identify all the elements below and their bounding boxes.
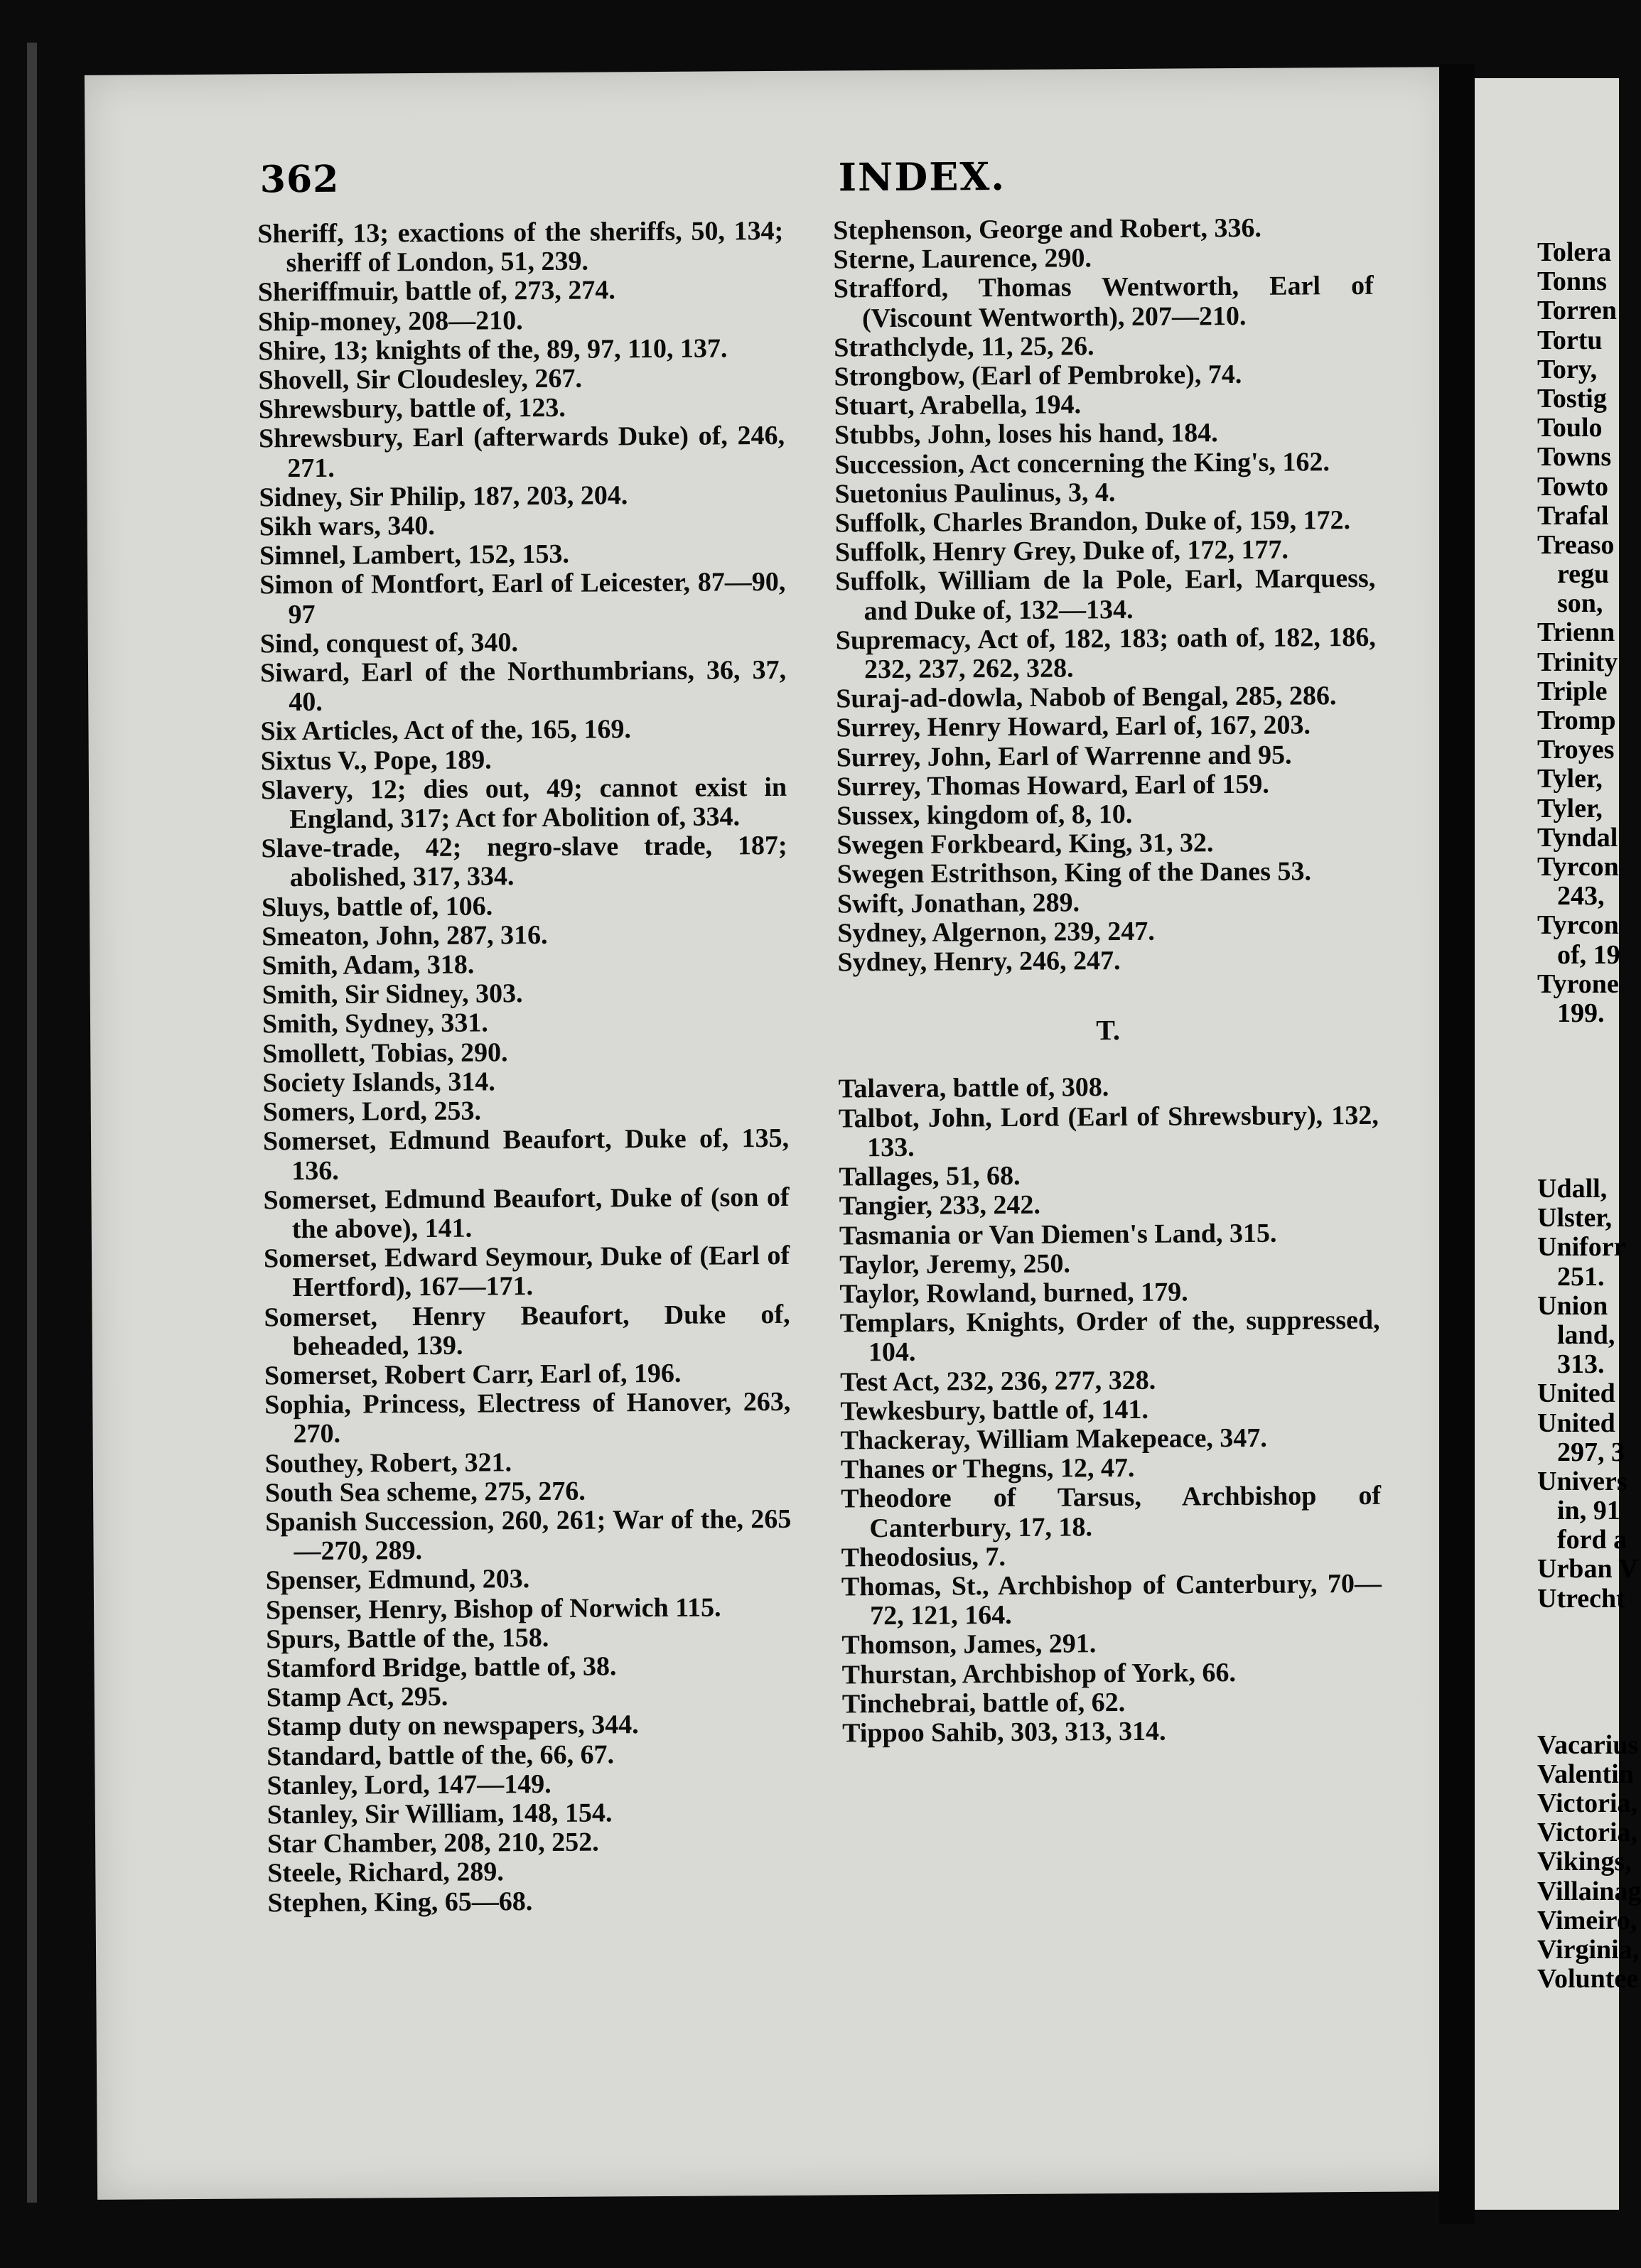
index-entry: Suffolk, Charles Brandon, Duke of, 159, 172. bbox=[834, 505, 1351, 539]
index-entry: Supremacy, Act of, 182, 183; oath of, 182, 186, 232, 237, 262, 328. bbox=[835, 622, 1376, 685]
index-entry: Spurs, Battle of the, 158. bbox=[266, 1622, 549, 1655]
index-entry: Spenser, Henry, Bishop of Norwich 115. bbox=[265, 1592, 721, 1625]
facing-page-fragment bbox=[1537, 1614, 1641, 1643]
index-entry: Steele, Richard, 289. bbox=[267, 1857, 504, 1889]
facing-page-fragment: Triple bbox=[1537, 676, 1608, 706]
index-entry: Thurstan, Archbishop of York, 66. bbox=[841, 1657, 1237, 1690]
facing-page-fragment: Tyndal bbox=[1537, 822, 1618, 853]
index-entry: Stanley, Sir William, 148, 154. bbox=[267, 1798, 613, 1830]
facing-page-fragment: Tory, bbox=[1537, 354, 1598, 384]
facing-page-fragment: Tostig bbox=[1537, 383, 1607, 414]
facing-page-fragment: Urban V bbox=[1537, 1554, 1638, 1584]
index-entry: Siward, Earl of the Northumbrians, 36, 37, 40. bbox=[259, 654, 787, 718]
facing-page-fragment bbox=[1537, 1672, 1641, 1701]
facing-page-fragment bbox=[1537, 1086, 1641, 1116]
facing-page-fragment bbox=[1537, 1116, 1641, 1145]
facing-page-fragment: Udall, bbox=[1537, 1174, 1608, 1204]
index-entry: Swift, Jonathan, 289. bbox=[836, 887, 1080, 919]
index-entry: Sydney, Henry, 246, 247. bbox=[837, 946, 1121, 978]
index-entry: Somerset, Henry Beaufort, Duke of, beheaded, 139. bbox=[264, 1299, 790, 1361]
index-entry: Star Chamber, 208, 210, 252. bbox=[267, 1827, 599, 1859]
index-entry: Slave-trade, 42; negro-slave trade, 187; abolished, 317, 334. bbox=[261, 831, 787, 893]
index-entry: Smith, Adam, 318. bbox=[262, 949, 475, 981]
facing-page-fragment: Victoria, bbox=[1537, 1788, 1638, 1818]
index-entry: Stamp duty on newspapers, 344. bbox=[266, 1710, 639, 1742]
facing-page-fragment: Towto bbox=[1537, 471, 1608, 502]
facing-page-fragment: Victoria, bbox=[1537, 1818, 1638, 1848]
facing-page-fragment: Ulster, bbox=[1537, 1203, 1613, 1233]
index-entry: Sind, conquest of, 340. bbox=[259, 627, 519, 659]
facing-page-fragment: Tyrcon bbox=[1537, 851, 1619, 882]
index-entry: Sophia, Princess, Electress of Hanover, 263, 270. bbox=[264, 1386, 791, 1449]
index-entry: Taylor, Rowland, burned, 179. bbox=[839, 1277, 1188, 1310]
index-entry: Swegen Estrithson, King of the Danes 53. bbox=[836, 856, 1312, 890]
facing-page-fragment: Tyrone bbox=[1537, 968, 1619, 999]
index-entry: Society Islands, 314. bbox=[262, 1066, 495, 1098]
facing-page-fragment: Treaso bbox=[1537, 529, 1615, 560]
facing-page-fragment: Tromp bbox=[1537, 706, 1616, 735]
index-entry: Shovell, Sir Cloudesley, 267. bbox=[258, 363, 583, 396]
index-entry: Somers, Lord, 253. bbox=[262, 1096, 482, 1128]
facing-page-fragment bbox=[1537, 1643, 1641, 1672]
facing-page-fragment bbox=[1537, 1145, 1641, 1174]
index-entry: Somerset, Edmund Beaufort, Duke of (son of the above), 141. bbox=[263, 1182, 790, 1245]
index-entry: Smollett, Tobias, 290. bbox=[262, 1037, 508, 1069]
index-entry: Sydney, Algernon, 239, 247. bbox=[837, 916, 1155, 949]
index-entry: Theodosius, 7. bbox=[841, 1541, 1006, 1573]
entries-s bbox=[833, 213, 1378, 978]
index-entry: Surrey, John, Earl of Warrenne and 95. bbox=[836, 740, 1292, 773]
index-entry: Simon of Montfort, Earl of Leicester, 87—90, 97 bbox=[259, 567, 786, 630]
index-entry: Tippoo Sahib, 303, 313, 314. bbox=[842, 1716, 1166, 1749]
facing-page-fragment: Uniforr bbox=[1537, 1232, 1626, 1263]
index-entry: Theodore of Tarsus, Archbishop of Canterbury, 17, 18. bbox=[841, 1481, 1382, 1543]
index-entry: Thanes or Thegns, 12, 47. bbox=[840, 1453, 1135, 1485]
facing-page-fragment: Union bbox=[1537, 1290, 1608, 1321]
index-entry: Stamp Act, 295. bbox=[266, 1681, 448, 1713]
facing-page-fragment: Tyrcon bbox=[1537, 910, 1619, 941]
index-entry: Shrewsbury, Earl (afterwards Duke) of, 246, 271. bbox=[258, 421, 785, 483]
left-book-edge bbox=[27, 43, 37, 2203]
index-entry: Tangier, 233, 242. bbox=[839, 1190, 1041, 1221]
facing-page-fragment bbox=[1537, 1057, 1641, 1086]
facing-page-fragment: of, 19 bbox=[1557, 939, 1620, 970]
index-entry: Swegen Forkbeard, King, 31, 32. bbox=[836, 828, 1214, 860]
index-entry: Sheriff, 13; exactions of the sheriffs, 50, 134; sheriff of London, 51, 239. bbox=[257, 215, 784, 279]
book-gutter bbox=[1439, 64, 1475, 2224]
facing-page-fragment: Toulo bbox=[1537, 413, 1603, 443]
facing-page-fragment: 199. bbox=[1557, 998, 1605, 1028]
facing-page-fragment: son, bbox=[1557, 588, 1603, 619]
index-entry: Sterne, Laurence, 290. bbox=[833, 243, 1092, 275]
index-entry: Tasmania or Van Diemen's Land, 315. bbox=[839, 1218, 1277, 1251]
index-entry: Sussex, kingdom of, 8, 10. bbox=[836, 799, 1133, 831]
facing-page-fragment: ford a bbox=[1557, 1525, 1627, 1555]
facing-page-fragment: 313. bbox=[1557, 1349, 1605, 1380]
index-entry: Tinchebrai, battle of, 62. bbox=[841, 1687, 1126, 1719]
index-entry: Succession, Act concerning the King's, 162. bbox=[834, 446, 1330, 480]
index-entry: Shrewsbury, battle of, 123. bbox=[258, 392, 566, 425]
facing-page-fragment: Virginia, bbox=[1537, 1934, 1640, 1965]
index-entry: Smeaton, John, 287, 316. bbox=[262, 919, 548, 952]
index-entry: Talbot, John, Lord (Earl of Shrewsbury), 132, 133. bbox=[838, 1100, 1379, 1163]
running-head: INDEX. bbox=[838, 153, 1006, 200]
index-entry: Surrey, Thomas Howard, Earl of 159. bbox=[836, 769, 1269, 802]
index-entry: Talavera, battle of, 308. bbox=[838, 1072, 1109, 1104]
index-entry: Sixtus V., Pope, 189. bbox=[260, 745, 492, 777]
index-entry: Taylor, Jeremy, 250. bbox=[839, 1248, 1071, 1280]
facing-page-fragment: Tyler, bbox=[1537, 793, 1603, 824]
index-entry: Sluys, battle of, 106. bbox=[261, 891, 493, 923]
index-page bbox=[85, 67, 1465, 2200]
facing-page bbox=[1475, 78, 1641, 2210]
facing-page-fragment: Tolera bbox=[1537, 237, 1612, 267]
index-entry: Simnel, Lambert, 152, 153. bbox=[259, 539, 570, 571]
index-entry: Suffolk, William de la Pole, Earl, Marquess, and Duke of, 132—134. bbox=[835, 563, 1376, 626]
index-entry: Spanish Succession, 260, 261; War of the, 265—270, 289. bbox=[265, 1503, 792, 1567]
index-entry: Tallages, 51, 68. bbox=[839, 1160, 1021, 1192]
index-column-right bbox=[833, 213, 1382, 1749]
index-entry: Somerset, Edmund Beaufort, Duke of, 135, 136. bbox=[262, 1123, 790, 1186]
entries-t bbox=[839, 1071, 1383, 1748]
index-entry: Smith, Sydney, 331. bbox=[262, 1008, 488, 1040]
facing-page-fragment: Villainag bbox=[1537, 1876, 1641, 1906]
index-entry: Stubbs, John, loses his hand, 184. bbox=[834, 418, 1218, 450]
facing-page-fragment: United bbox=[1537, 1378, 1615, 1409]
index-entry: Thackeray, William Makepeace, 347. bbox=[840, 1422, 1267, 1456]
index-entry: South Sea scheme, 275, 276. bbox=[264, 1476, 586, 1508]
facing-page-fragment: Univers bbox=[1537, 1466, 1627, 1496]
facing-page-fragment: 297, 3 bbox=[1557, 1437, 1625, 1467]
index-entry: Ship-money, 208—210. bbox=[257, 305, 523, 338]
index-entry: Sikh wars, 340. bbox=[259, 510, 435, 542]
index-column-left bbox=[257, 217, 794, 1918]
facing-page-fragment: Trinity bbox=[1537, 647, 1618, 677]
facing-page-fragment: Vikings, bbox=[1537, 1847, 1632, 1877]
facing-page-fragment: Towns bbox=[1537, 442, 1612, 472]
facing-page-fragments bbox=[1537, 238, 1641, 1994]
facing-page-fragment bbox=[1537, 1701, 1641, 1730]
index-entry: Somerset, Edward Seymour, Duke of (Earl of Hertford), 167—171. bbox=[263, 1240, 790, 1303]
index-entry: Stuart, Arabella, 194. bbox=[834, 389, 1082, 421]
index-entry: Stephenson, George and Robert, 336. bbox=[833, 212, 1262, 246]
facing-page-fragment: 243, bbox=[1557, 881, 1605, 912]
facing-page-fragment: Voluntee bbox=[1537, 1964, 1639, 1994]
page-number: 362 bbox=[259, 157, 340, 202]
index-entry: Surrey, Henry Howard, Earl of, 167, 203. bbox=[836, 710, 1311, 743]
page-header bbox=[85, 151, 1454, 223]
index-entry: Six Articles, Act of the, 165, 169. bbox=[260, 714, 632, 747]
facing-page-fragment: Tortu bbox=[1537, 325, 1603, 355]
index-entry: Sidney, Sir Philip, 187, 203, 204. bbox=[259, 480, 628, 513]
index-entry: Thomson, James, 291. bbox=[841, 1629, 1097, 1660]
index-entry: Stephen, King, 65—68. bbox=[267, 1886, 533, 1918]
section-letter-t: T. bbox=[1096, 1014, 1121, 1047]
index-entry: Thomas, St., Archbishop of Canterbury, 70—72, 121, 164. bbox=[841, 1568, 1382, 1631]
index-entry: Strafford, Thomas Wentworth, Earl of (Viscount Wentworth), 207—210. bbox=[833, 271, 1374, 333]
index-entry: Templars, Knights, Order of the, suppressed, 104. bbox=[839, 1305, 1380, 1368]
index-entry: Suraj-ad-dowla, Nabob of Bengal, 285, 286. bbox=[836, 681, 1337, 714]
facing-page-fragment bbox=[1537, 1028, 1641, 1057]
facing-page-fragment: regu bbox=[1557, 559, 1610, 590]
index-entry: Sheriffmuir, battle of, 273, 274. bbox=[257, 275, 616, 308]
index-entry: Shire, 13; knights of the, 89, 97, 110, 137. bbox=[258, 333, 728, 367]
facing-page-fragment: Tonns bbox=[1537, 266, 1607, 297]
index-entry: Southey, Robert, 321. bbox=[264, 1447, 512, 1479]
facing-page-fragment: Valentin bbox=[1537, 1759, 1634, 1789]
facing-page-fragment: Vimeiro, bbox=[1537, 1905, 1637, 1935]
index-entry: Strongbow, (Earl of Pembroke), 74. bbox=[834, 359, 1242, 392]
index-entry: Suffolk, Henry Grey, Duke of, 172, 177. bbox=[834, 534, 1289, 568]
facing-page-fragment: 251. bbox=[1557, 1261, 1605, 1292]
facing-page-fragment: United bbox=[1537, 1408, 1615, 1438]
index-entry: Strathclyde, 11, 25, 26. bbox=[834, 331, 1094, 363]
facing-page-fragment: Torren bbox=[1537, 296, 1617, 326]
index-entry: Standard, battle of the, 66, 67. bbox=[267, 1739, 615, 1771]
index-entry: Tewkesbury, battle of, 141. bbox=[840, 1394, 1149, 1427]
index-entry: Smith, Sir Sidney, 303. bbox=[262, 978, 523, 1010]
facing-page-fragment: Utrecht bbox=[1537, 1583, 1625, 1614]
index-entry: Stanley, Lord, 147—149. bbox=[267, 1768, 552, 1801]
facing-page-fragment: Trafal bbox=[1537, 500, 1609, 531]
facing-page-fragment: Troyes bbox=[1537, 735, 1615, 765]
index-entry: Stamford Bridge, battle of, 38. bbox=[266, 1651, 617, 1684]
facing-page-fragment: in, 91 bbox=[1557, 1496, 1620, 1526]
index-entry: Suetonius Paulinus, 3, 4. bbox=[834, 477, 1116, 509]
facing-page-fragment: Tyler, bbox=[1537, 764, 1603, 794]
index-entry: Somerset, Robert Carr, Earl of, 196. bbox=[264, 1358, 682, 1391]
facing-page-fragment: land, bbox=[1557, 1319, 1615, 1350]
facing-page-fragment: Vacarius bbox=[1537, 1729, 1639, 1760]
index-entry: Test Act, 232, 236, 277, 328. bbox=[840, 1365, 1156, 1397]
facing-page-fragment: Trienn bbox=[1537, 617, 1615, 648]
index-entry: Slavery, 12; dies out, 49; cannot exist in England, 317; Act for Abolition of, 334. bbox=[260, 772, 787, 835]
index-entry: Spenser, Edmund, 203. bbox=[265, 1564, 530, 1596]
